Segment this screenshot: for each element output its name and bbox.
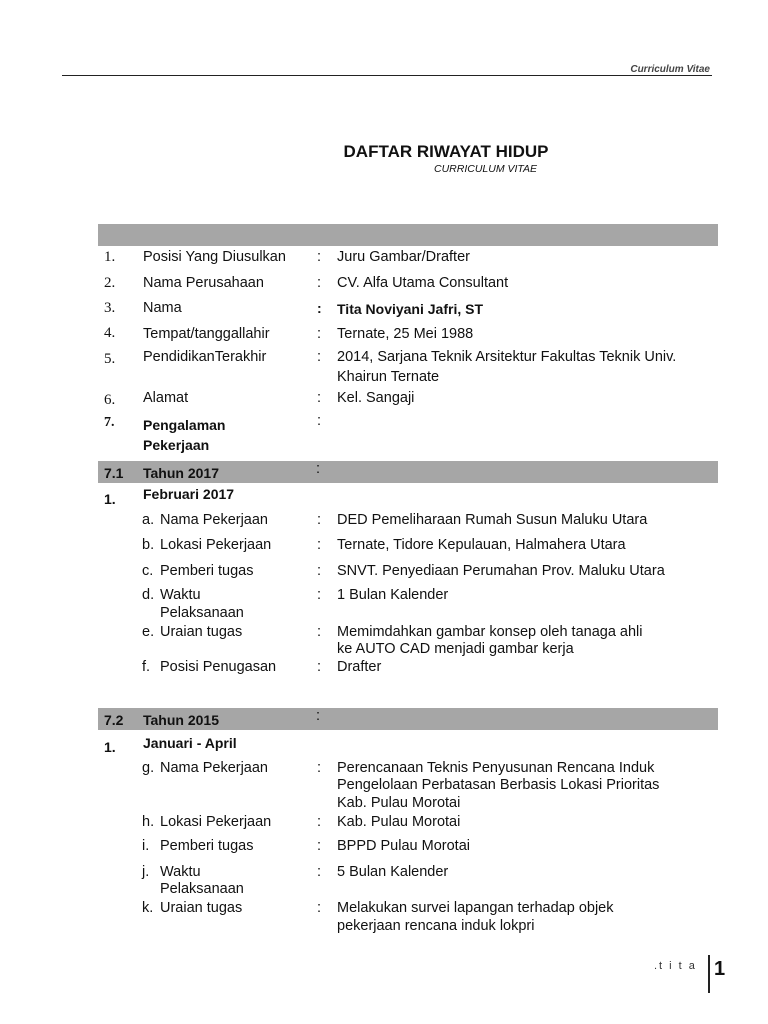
field-colon: :	[317, 838, 322, 854]
field-value: DED Pemeliharaan Rumah Susun Maluku Utara	[337, 512, 648, 528]
field-label: Nama Pekerjaan	[160, 512, 268, 528]
field-label: Pelaksanaan	[160, 605, 244, 621]
document-title: DAFTAR RIWAYAT HIDUP	[343, 142, 549, 161]
row-letter: c.	[142, 563, 154, 579]
field-colon: :	[316, 708, 321, 724]
field-value: Pengelolaan Perbatasan Berbasis Lokasi Prioritas	[337, 777, 660, 793]
section-label: Pekerjaan	[143, 437, 210, 453]
field-label: Pemberi tugas	[160, 563, 254, 579]
field-label: Nama Perusahaan	[143, 275, 264, 291]
experience-number: 7.2	[104, 712, 124, 728]
field-value: Ternate, Tidore Kepulauan, Halmahera Utara	[337, 537, 626, 553]
experience-period: Februari 2017	[143, 486, 235, 502]
field-colon: :	[317, 659, 322, 675]
field-colon: :	[317, 760, 322, 776]
field-label: Lokasi Pekerjaan	[160, 814, 272, 830]
field-value: 1 Bulan Kalender	[337, 587, 449, 603]
field-value: Ternate, 25 Mei 1988	[337, 326, 474, 342]
field-colon: :	[316, 461, 321, 477]
row-letter: e.	[142, 624, 155, 640]
name-value: Tita Noviyani Jafri, ST	[337, 301, 484, 317]
field-colon: :	[317, 900, 322, 916]
field-value: Juru Gambar/Drafter	[337, 249, 470, 265]
field-value: Kel. Sangaji	[337, 390, 415, 406]
item-number: 1.	[104, 491, 116, 507]
field-value: CV. Alfa Utama Consultant	[337, 275, 509, 291]
field-colon: :	[317, 413, 322, 429]
footer-divider	[708, 955, 710, 993]
field-value: Melakukan survei lapangan terhadap objek	[337, 900, 614, 916]
item-number: 1.	[104, 739, 116, 755]
row-letter: d.	[142, 587, 155, 603]
field-value: BPPD Pulau Morotai	[337, 838, 470, 854]
row-number: 4.	[104, 325, 116, 341]
field-colon: :	[317, 349, 322, 365]
field-colon: :	[317, 537, 322, 553]
field-label: Posisi Yang Diusulkan	[143, 249, 286, 265]
row-letter: a.	[142, 512, 155, 528]
row-letter: g.	[142, 760, 155, 776]
field-value: Kab. Pulau Morotai	[337, 795, 461, 811]
field-label: Nama	[143, 300, 182, 316]
row-number: 7.	[104, 415, 115, 430]
field-colon: :	[317, 390, 322, 406]
row-number: 6.	[104, 392, 116, 408]
field-value: Perencanaan Teknis Penyusunan Rencana Induk	[337, 760, 655, 776]
header-rule	[62, 75, 712, 76]
row-letter: h.	[142, 814, 155, 830]
field-label: Alamat	[143, 390, 189, 406]
field-label: Waktu	[160, 587, 201, 603]
field-colon: :	[317, 512, 322, 528]
field-colon: :	[317, 864, 322, 880]
field-colon: :	[317, 624, 322, 640]
experience-year: Tahun 2017	[143, 465, 219, 481]
field-value: 2014, Sarjana Teknik Arsitektur Fakultas Teknik Univ.	[337, 349, 677, 365]
experience-year: Tahun 2015	[143, 712, 219, 728]
field-value: ke AUTO CAD menjadi gambar kerja	[337, 641, 574, 657]
page-number: 1	[714, 958, 726, 980]
section-label: Pengalaman	[143, 417, 226, 433]
row-number: 3.	[104, 300, 116, 316]
field-label: Waktu	[160, 864, 201, 880]
document-subtitle: CURRICULUM VITAE	[434, 163, 538, 175]
row-letter: b.	[142, 537, 155, 553]
field-label: Uraian tugas	[160, 624, 243, 640]
field-label: Lokasi Pekerjaan	[160, 537, 272, 553]
section-header-bar	[98, 224, 718, 246]
field-colon: :	[317, 587, 322, 603]
field-value: SNVT. Penyediaan Perumahan Prov. Maluku Utara	[337, 563, 665, 579]
field-colon: :	[317, 249, 322, 265]
row-number: 1.	[104, 249, 116, 265]
field-colon: :	[317, 300, 322, 316]
row-number: 5.	[104, 351, 116, 367]
field-label: Posisi Penugasan	[160, 659, 277, 675]
row-number: 2.	[104, 275, 116, 291]
field-label: Pemberi tugas	[160, 838, 254, 854]
field-label: Tempat/tanggallahir	[143, 326, 270, 342]
field-label: Uraian tugas	[160, 900, 243, 916]
row-letter: f.	[142, 659, 151, 675]
field-label: Nama Pekerjaan	[160, 760, 268, 776]
row-letter: k.	[142, 900, 154, 916]
field-value: 5 Bulan Kalender	[337, 864, 449, 880]
experience-number: 7.1	[104, 465, 124, 481]
field-value: pekerjaan rencana induk lokpri	[337, 918, 535, 934]
field-value: Memimdahkan gambar konsep oleh tanaga ahli	[337, 624, 643, 640]
row-letter: i.	[142, 838, 150, 854]
footer-author: .t i t a	[654, 960, 697, 972]
field-value: Kab. Pulau Morotai	[337, 814, 461, 830]
experience-period: Januari - April	[143, 735, 237, 751]
field-colon: :	[317, 814, 322, 830]
field-label: PendidikanTerakhir	[143, 349, 267, 365]
field-colon: :	[317, 563, 322, 579]
field-label: Pelaksanaan	[160, 881, 244, 897]
running-header: Curriculum Vitae	[630, 64, 710, 75]
field-value: Drafter	[337, 659, 382, 675]
field-colon: :	[317, 275, 322, 291]
row-letter: j.	[142, 864, 150, 880]
field-colon: :	[317, 326, 322, 342]
field-value: Khairun Ternate	[337, 369, 440, 385]
